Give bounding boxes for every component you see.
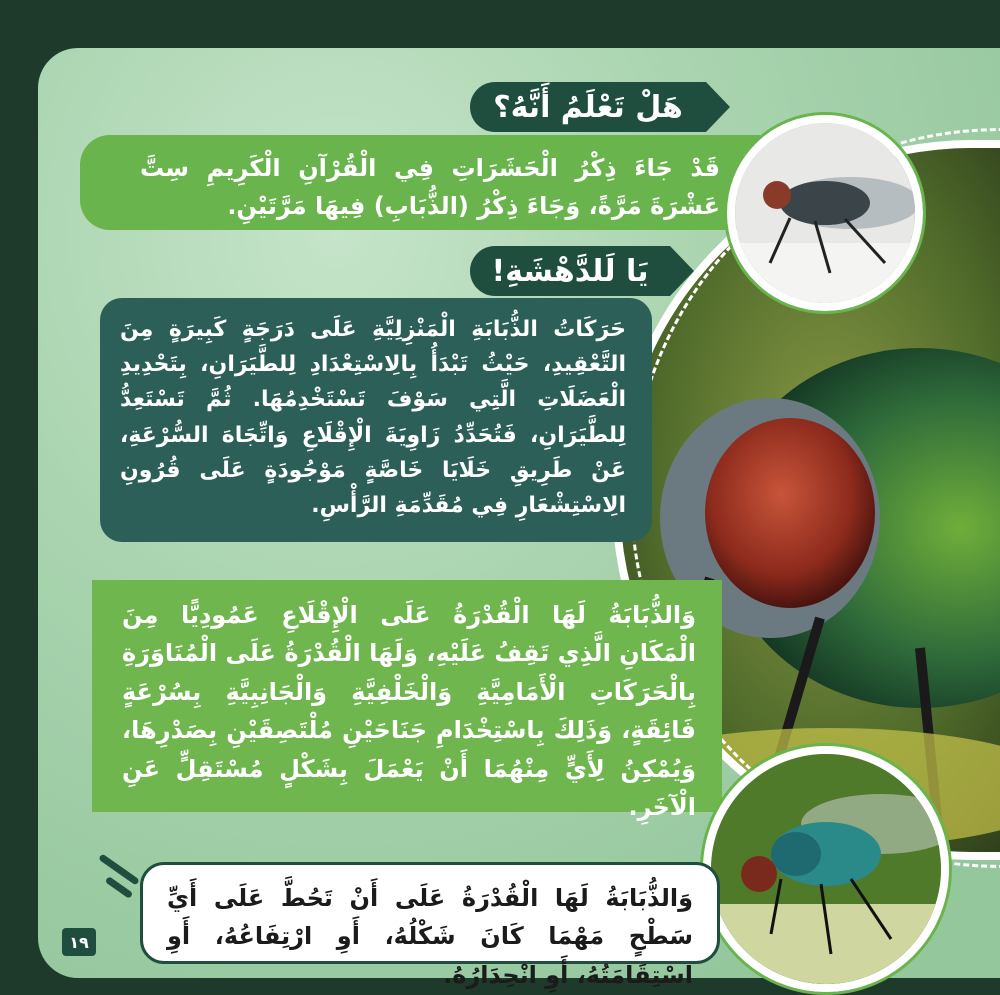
fact-flight-text: حَرَكَاتُ الذُّبَابَةِ الْمَنْزِلِيَّةِ عَلَى دَرَجَةٍ كَبِيرَةٍ مِنَ التَّعْقِيدِ، حَيْثُ تَبْدَأُ بِالِاسْتِعْدَادِ لِلطَّيَرَانِ، بِتَحْدِيدِ الْعَضَلَاتِ الَّتِي سَوْفَ تَسْتَخْدِمُهَا. ثُمَّ تَسْتَعِدُّ لِلطَّيَرَانِ، فَتُحَدِّدُ زَاوِيَةَ الْإِقْلَاعِ وَاتِّجَاهَ السُّرْعَةِ، عَنْ طَرِيقِ خَلَايَا خَاصَّةٍ مَوْجُودَةٍ عَلَى قُرُونِ الِاسْتِشْعَارِ فِي مُقَدِّمَةِ الرَّأْسِ. <box>120 317 626 518</box>
fact-landing-text: وَالذُّبَابَةُ لَهَا الْقُدْرَةُ عَلَى أَنْ تَحُطَّ عَلَى أَيِّ سَطْحٍ مَهْمَا كَانَ شَكْلُهُ، أَوِ ارْتِفَاعُهُ، أَوِ اسْتِقَامَتُهُ، أَوِ انْحِدَارُهُ. <box>167 884 693 989</box>
fact-takeoff-panel <box>92 580 722 821</box>
page-number: ١٩ <box>62 928 96 956</box>
fact-takeoff-text: وَالذُّبَابَةُ لَهَا الْقُدْرَةُ عَلَى الْإِقْلَاعِ عَمُودِيًّا مِنَ الْمَكَانِ الَّذِي تَقِفُ عَلَيْهِ، وَلَهَا الْقُدْرَةُ عَلَى الْمُنَاوَرَةِ بِالْحَرَكَاتِ الْأَمَامِيَّةِ وَالْخَلْفِيَّةِ وَالْجَانِبِيَّةِ بِسُرْعَةٍ فَائِقَةٍ، وَذَلِكَ بِاسْتِخْدَامِ جَنَاحَيْنِ مُلْتَصِقَيْنِ بِصَدْرِهَا، وَيُمْكِنُ لِأَيٍّ مِنْهُمَا أَنْ يَعْمَلَ بِشَكْلٍ مُسْتَقِلٍّ عَنِ الْآخَرِ. <box>122 601 696 821</box>
fly-photo-top <box>727 115 923 311</box>
fly-photo-bottom <box>703 746 949 992</box>
fact-landing-panel <box>140 862 720 989</box>
fact-quran-text: قَدْ جَاءَ ذِكْرُ الْحَشَرَاتِ فِي الْقُرْآنِ الْكَرِيمِ سِتَّ عَشْرَةَ مَرَّةً، وَجَاءَ ذِكْرُ (الذُّبَابِ) فِيهَا مَرَّتَيْنِ. <box>140 154 720 221</box>
heading-amazing: يَا لَلدَّهْشَةِ! <box>470 246 670 296</box>
heading-did-you-know: هَلْ تَعْلَمُ أَنَّهُ؟ <box>470 82 706 132</box>
fact-quran-panel <box>80 135 760 230</box>
fact-flight-panel <box>100 298 652 542</box>
